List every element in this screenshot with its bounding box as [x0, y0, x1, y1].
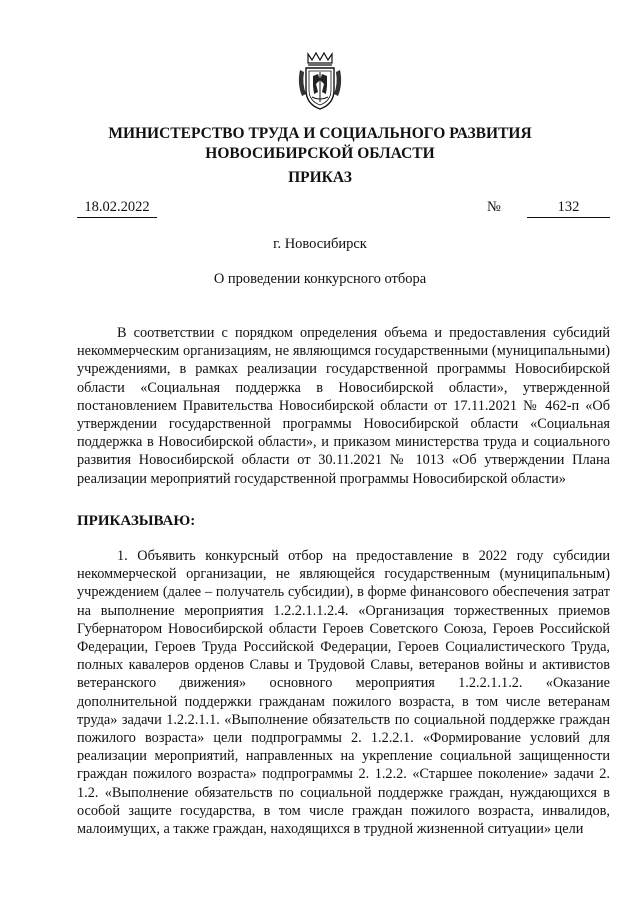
coat-of-arms-emblem [296, 50, 344, 112]
order-number: 132 [527, 199, 610, 218]
document-type: ПРИКАЗ [288, 169, 352, 186]
ministry-name [0, 124, 640, 164]
order-subject: О проведении конкурсного отбора [213, 271, 427, 287]
ministry-name-line1: МИНИСТЕРСТВО ТРУДА И СОЦИАЛЬНОГО РАЗВИТИЯ [108, 125, 532, 142]
preamble-block [77, 324, 610, 488]
number-label: № [487, 199, 501, 215]
city: г. Новосибирск [273, 236, 367, 252]
preamble-paragraph: В соответствии с порядком определения объема и предоставления субсидий некоммерческим организациям, не являющимся государственными (муниципальными) учреждениями, в рамках реализации государственной программы Новосибирской области «Социальная поддержка в Новосибирской области», утвержденной постановлением Правительства Новосибирской области от 17.11.2021 № 462-п «Об утверждении государственной программы Новосибирской области «Социальная поддержка в Новосибирской области», и приказом министерства труда и социального развития Новосибирской области от 30.11.2021 № 1013 «Об утверждении Плана реализации мероприятий государственной программы Новосибирской области» [77, 325, 610, 487]
item-1-block [77, 547, 610, 838]
item-1-paragraph: 1. Объявить конкурсный отбор на предоставление в 2022 году субсидии некоммерческой организации, не являющейся государственным (муниципальным) учреждением (далее – получатель субсидии), в форме финансового обеспечения затрат на выполнение мероприятия 1.2.2.1.1.2.4. «Организация торжественных приемов Губернатором Новосибирской области Героев Советского Союза, Героев Российской Федерации, Героев Труда Российской Федерации, Героев Социалистического Труда, полных кавалеров орденов Славы и Трудовой Славы, ветеранов войны и активистов ветеранского движения» основного мероприятия 1.2.2.1.1.2. «Оказание дополнительной поддержки гражданам пожилого возраста, в том числе ветеранам труда» задачи 1.2.2.1.1. «Выполнение обязательств по социальной поддержке граждан пожилого возраста» цели подпрограммы 2. 1.2.2.1. «Формирование условий для реализации мероприятий, направленных на укрепление социальной защищенности граждан пожилого возраста» подпрограммы 2. 1.2.2. «Старшее поколение» задачи 2. 1.2. «Выполнение обязательств по социальной поддержке граждан, нуждающихся в особой защите государства, в том числе граждан пожилого возраста, инвалидов, малоимущих, а также граждан, находящихся в трудной жизненной ситуации» цели [77, 548, 610, 838]
order-directive-heading: ПРИКАЗЫВАЮ: [77, 513, 196, 529]
ministry-name-line2: НОВОСИБИРСКОЙ ОБЛАСТИ [205, 145, 435, 162]
order-date: 18.02.2022 [77, 199, 157, 218]
